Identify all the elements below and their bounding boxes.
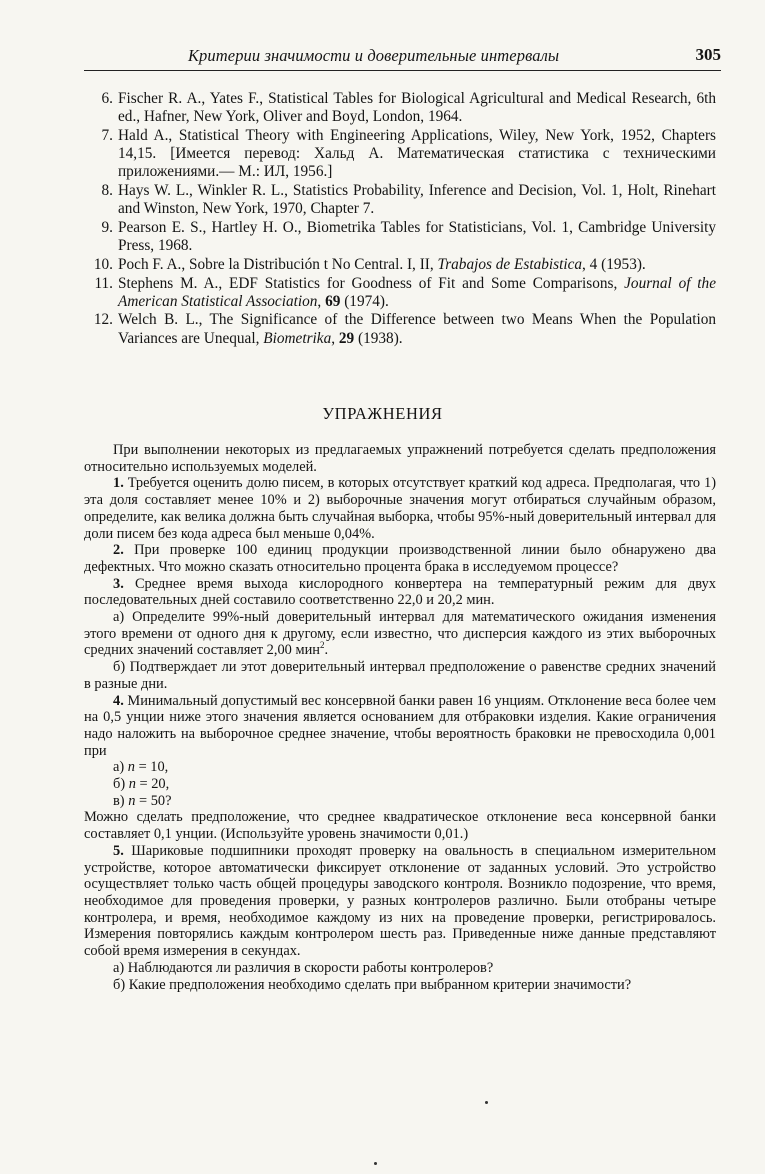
text-run: 5. <box>113 842 124 859</box>
running-header <box>84 44 721 71</box>
text-run: 1. <box>113 475 124 492</box>
text-run: Можно сделать предположение, что среднее квадратическое отклонение веса консервной банки составляет 0,1 унции. (Используйте уровень значимости 0,01.) <box>84 809 716 843</box>
reference-text <box>118 275 716 311</box>
text-run: Welch B. L., The Significance of the Difference between two Means When the Population Variances are Unequal, <box>118 311 716 347</box>
text-run: , <box>331 329 339 347</box>
reference-number: 6. <box>101 90 113 107</box>
reference-list <box>84 90 716 348</box>
exercise-paragraph <box>84 759 716 776</box>
text-run: б) Подтверждает ли этот доверительный интервал предположение о равенстве средних значений в разные дни. <box>84 659 716 692</box>
text-run: , 4 (1953). <box>582 255 646 273</box>
exercise-paragraph <box>84 693 716 760</box>
text-run: Шариковые подшипники проходят проверку на овальность в специальном измерительном устройстве, которое автоматически фиксирует отклонение от заданных условий. Это устройство осуществляет только часть общей процедуры заводского контроля. Возникло подозрение, что время, необходимое для проведения проверки, у разных контролеров различно. Были отобраны четыре контролера, и время, необходимое каждому из них на проведение проверки, регистрировалось. Измерения повторялись каждым контролером шесть раз. Приведенные ниже данные представляют собой время измерения в секундах. <box>84 842 716 960</box>
text-run: При выполнении некоторых из предлагаемых упражнений потребуется сделать предположения относительно используемых моделей. <box>84 442 716 475</box>
text-run: Stephens M. A., EDF Statistics for Goodness of Fit and Some Comparisons, <box>118 274 625 292</box>
reference-number: 11. <box>94 274 113 292</box>
reference-item <box>84 90 716 126</box>
reference-number: 8. <box>101 182 113 200</box>
exercise-paragraph <box>84 576 716 609</box>
text-run: 3. <box>113 575 124 592</box>
text-run: = 50? <box>135 792 172 809</box>
exercise-paragraph <box>84 977 716 994</box>
reference-text <box>118 219 716 255</box>
text-run: Hays W. L., Winkler R. L., Statistics Probability, Inference and Decision, Vol. 1, Holt, Rinehart and Winston, New York, 1970, Chapter 7. <box>118 182 716 218</box>
text-run: , <box>317 292 326 310</box>
text-run: Biometrika <box>263 329 332 347</box>
text-run: 4. <box>113 692 124 709</box>
text-run: Pearson E. S., Hartley H. O., Biometrika Tables for Statisticians, Vol. 1, Cambridge University Press, 1968. <box>118 218 716 255</box>
running-head-title: Критерии значимости и доверительные интервалы <box>188 46 560 65</box>
exercise-paragraph <box>84 809 716 842</box>
reference-number: 9. <box>101 218 113 236</box>
text-run: Hald A., Statistical Theory with Engineering Applications, Wiley, New York, 1952, Chapters 14,15. [Имеется перевод: Хальд А. Математическая статистика с техническими приложениями.— М.: ИЛ, 1956.] <box>118 126 716 181</box>
text-run: = 10, <box>134 759 169 776</box>
text-run: Poch F. A., Sobre la Distribución t No Central. I, II, <box>118 255 438 273</box>
exercise-paragraph <box>84 793 716 810</box>
reference-number: 7. <box>101 126 113 144</box>
page-number: 305 <box>695 45 721 64</box>
text-run: Trabajos de Estabistica <box>437 255 583 273</box>
reference-number: 12. <box>93 311 113 329</box>
reference-number: 10. <box>93 255 113 273</box>
text-run: а) Наблюдаются ли различия в скорости работы контролеров? <box>113 959 494 976</box>
reference-text <box>118 182 716 218</box>
text-run: а) <box>113 759 128 776</box>
text-run: n <box>128 792 136 809</box>
text-run: 2 <box>319 640 325 651</box>
exercise-paragraph <box>84 843 716 960</box>
reference-item <box>84 219 716 255</box>
reference-item <box>84 311 716 347</box>
text-run: 29 <box>338 329 355 347</box>
text-run: Минимальный допустимый вес консервной банки равен 16 унциям. Отклонение веса более чем на 0,5 унции ниже этого значения является основанием для отбраковки изделия. Какие ограничения надо наложить на выборочное среднее значение, чтобы вероятность браковки не превосходила 0,001 при <box>84 692 716 759</box>
exercises-body <box>84 442 716 993</box>
exercise-paragraph <box>84 542 716 575</box>
reference-text <box>118 311 716 347</box>
exercise-paragraph <box>84 442 716 475</box>
reference-item <box>84 182 716 218</box>
text-run: При проверке 100 единиц продукции производственной линии было обнаружено два дефектных. Что можно сказать относительно процента брака в исследуемом процессе? <box>84 542 716 575</box>
text-run: (1974). <box>340 292 389 310</box>
text-run: Fischer R. A., Yates F., Statistical Tables for Biological Agricultural and Medical Research, 6th ed., Hafner, New York, Oliver and Boyd, London, 1964. <box>118 90 716 126</box>
reference-text <box>118 90 716 126</box>
text-run: Journal of the American Statistical Association <box>118 274 716 310</box>
section-title: УПРАЖНЕНИЯ <box>322 404 443 423</box>
text-run: Требуется оценить долю писем, в которых отсутствует краткий код адреса. Предполагая, что 1) эта доля составляет менее 10% и 2) выборочные значения могут отбираться случайным образом, определите, как велика должна быть случайная выборка, чтобы 95%-ный доверительный интервал для доли писем без кода адреса был меньше 0,04%. <box>84 475 716 542</box>
text-run: (1938). <box>354 329 403 347</box>
text-run: Среднее время выхода кислородного конвертера на температурный режим для двух последовательных дней составило соответственно 22,0 и 20,2 мин. <box>84 575 716 609</box>
text-run: . <box>324 642 329 659</box>
exercise-paragraph <box>84 776 716 793</box>
text-run: б) <box>113 776 129 793</box>
text-run: 2. <box>113 542 124 559</box>
text-run: б) Какие предположения необходимо сделать при выбранном критерии значимости? <box>113 976 632 993</box>
text-run: 69 <box>325 292 341 310</box>
reference-item <box>84 275 716 311</box>
text-run: n <box>128 776 136 793</box>
reference-item <box>84 127 716 182</box>
reference-text <box>118 256 716 274</box>
print-speck <box>485 1101 488 1104</box>
text-run: n <box>127 759 135 776</box>
print-speck <box>374 1162 377 1165</box>
text-run: а) Определите 99%-ный доверительный интервал для математического ожидания изменения этого времени от одного дня к другому, если известно, что дисперсия каждого из этих выборочных средних значений составляет 2,00 мин <box>84 609 716 659</box>
reference-text <box>118 127 716 182</box>
exercise-paragraph <box>84 960 716 977</box>
text-run: в) <box>113 792 129 809</box>
text-run: = 20, <box>135 776 170 793</box>
exercise-paragraph <box>84 609 716 659</box>
exercise-paragraph <box>84 475 716 542</box>
exercise-paragraph <box>84 659 716 692</box>
reference-item <box>84 256 716 274</box>
